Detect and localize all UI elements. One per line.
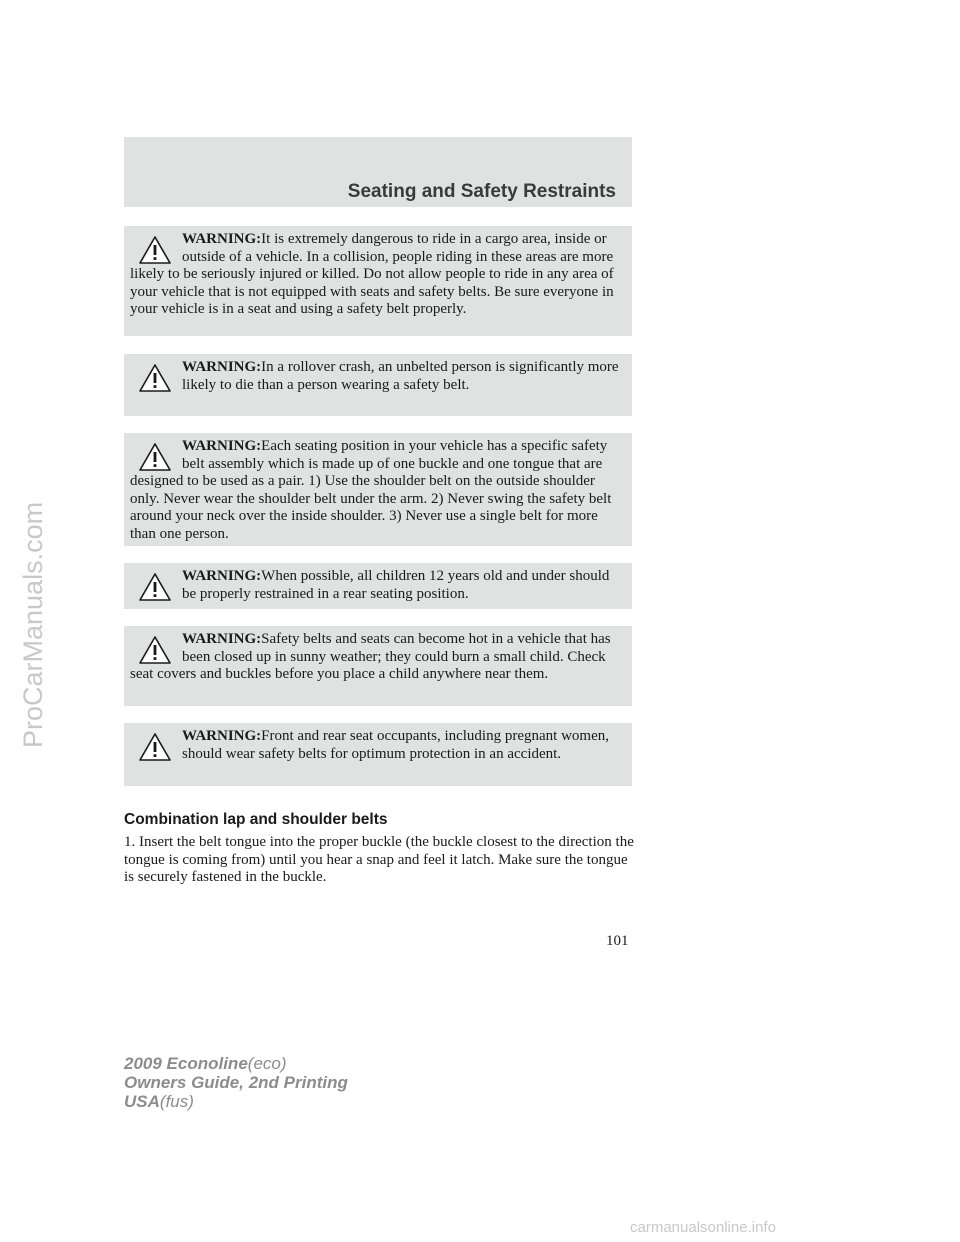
watermark-procarmanuals: ProCarManuals.com [18,501,48,748]
footer-line-1 [124,1054,348,1073]
warning-box-6 [124,723,632,786]
warning-label: WARNING: [182,438,262,454]
page-number: 101 [606,933,629,949]
warning-label: WARNING: [182,631,262,647]
footer-line-3 [124,1092,348,1111]
warning-text: In a rollover crash, an unbelted person is significantly more likely to die than a person wearing a safety belt. [182,359,619,393]
watermark-carmanualsonline: carmanualsonline.info [630,1219,776,1236]
warning-label: WARNING: [182,568,262,584]
document-footer [124,1054,348,1111]
footer-market-code: (fus) [159,1092,194,1111]
warning-box-3 [124,433,632,546]
warning-label: WARNING: [182,728,262,744]
footer-model: 2009 Econoline [124,1054,248,1073]
warning-triangle-icon [138,363,172,393]
warning-text: When possible, all children 12 years old and under should be properly restrained in a rear seating position. [182,568,610,602]
warning-box-5 [124,626,632,706]
warning-text: Front and rear seat occupants, including pregnant women, should wear safety belts for optimum protection in an accident. [182,728,609,762]
footer-line-2: Owners Guide, 2nd Printing [124,1073,348,1092]
warning-text: Safety belts and seats can become hot in a vehicle that has been closed up in sunny weather; they could burn a small child. Check seat covers and buckles before you place a child anywhere near them. [130,631,611,683]
footer-market: USA [124,1092,160,1111]
warning-box-2 [124,354,632,416]
footer-model-code: (eco) [247,1054,287,1073]
warning-triangle-icon [138,572,172,602]
warning-box-1 [124,226,632,336]
warning-text: Each seating position in your vehicle has a specific safety belt assembly which is made up of one buckle and one tongue that are designed to be used as a pair. 1) Use the shoulder belt on the outside shoulder only. Never wear the shoulder belt under the arm. 2) Never swing the safety belt around your neck over the inside shoulder. 3) Never use a single belt for more than one person. [130,438,612,542]
warning-label: WARNING: [182,231,262,247]
section-title: Seating and Safety Restraints [347,181,616,202]
warning-label: WARNING: [182,359,262,375]
warning-text: It is extremely dangerous to ride in a cargo area, inside or outside of a vehicle. In a collision, people riding in these areas are more likely to be seriously injured or killed. Do not allow people to ride in any area of your vehicle that is not equipped with seats and safety belts. Be sure everyone in your vehicle is in a seat and using a safety belt properly. [130,231,614,318]
warning-box-4 [124,563,632,609]
warning-triangle-icon [138,635,172,665]
section-heading: Combination lap and shoulder belts [124,811,388,828]
section-header-band [124,137,632,207]
warning-triangle-icon [138,235,172,265]
warning-triangle-icon [138,732,172,762]
warning-triangle-icon [138,442,172,472]
body-paragraph: 1. Insert the belt tongue into the proper buckle (the buckle closest to the direction the tongue is coming from) until you hear a snap and feel it latch. Make sure the tongue is securely fastened in the buckle. [124,834,634,886]
